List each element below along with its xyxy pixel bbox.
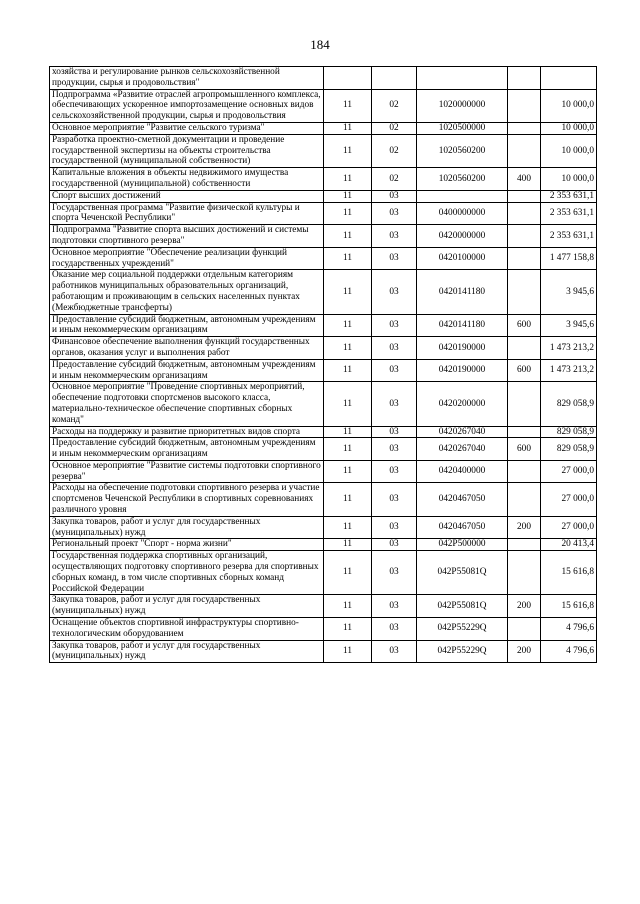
row-section-cell: 11 (324, 270, 372, 314)
row-amount-cell: 829 058,9 (541, 426, 597, 438)
row-target-article-cell: 0420141180 (417, 270, 508, 314)
row-name-cell: Спорт высших достижений (50, 190, 324, 202)
table-row (50, 270, 597, 314)
row-amount-cell: 15 616,8 (541, 551, 597, 595)
row-target-article-cell: 0420000000 (417, 225, 508, 248)
row-subsection-cell: 03 (372, 225, 417, 248)
row-name-cell: Расходы на поддержку и развитие приоритетных видов спорта (50, 426, 324, 438)
row-target-article-cell: 0420400000 (417, 460, 508, 483)
table-row (50, 438, 597, 461)
row-target-article-cell (417, 190, 508, 202)
row-subsection-cell: 03 (372, 247, 417, 270)
row-amount-cell: 829 058,9 (541, 382, 597, 426)
row-section-cell: 11 (324, 247, 372, 270)
budget-table (49, 66, 597, 663)
row-target-article-cell: 0420467050 (417, 483, 508, 516)
row-expense-type-cell (508, 539, 541, 551)
row-name-cell: Государственная программа "Развитие физической культуры и спорта Чеченской Республики" (50, 202, 324, 225)
row-name-cell: Оказание мер социальной поддержки отдельным категориям работников муниципальных образовательных организаций, работающим и проживающим в сельских населенных пунктах (Межбюджетные трансферты) (50, 270, 324, 314)
table-row (50, 337, 597, 360)
table-row (50, 516, 597, 539)
row-expense-type-cell: 600 (508, 359, 541, 382)
row-name-cell: Капитальные вложения в объекты недвижимого имущества государственной (муниципальной) собственности (50, 168, 324, 191)
table-row (50, 202, 597, 225)
row-section-cell: 11 (324, 168, 372, 191)
row-name-cell: Основное мероприятие "Развитие системы подготовки спортивного резерва" (50, 460, 324, 483)
row-subsection-cell (372, 67, 417, 90)
row-section-cell: 11 (324, 190, 372, 202)
row-subsection-cell: 03 (372, 618, 417, 641)
table-row (50, 551, 597, 595)
row-expense-type-cell (508, 337, 541, 360)
row-section-cell: 11 (324, 438, 372, 461)
row-subsection-cell: 02 (372, 134, 417, 167)
row-subsection-cell: 03 (372, 426, 417, 438)
row-amount-cell: 10 000,0 (541, 122, 597, 134)
row-target-article-cell: 042P55081Q (417, 551, 508, 595)
row-expense-type-cell: 200 (508, 640, 541, 663)
row-subsection-cell: 03 (372, 314, 417, 337)
row-subsection-cell: 03 (372, 337, 417, 360)
row-target-article-cell: 042P55229Q (417, 618, 508, 641)
row-name-cell: хозяйства и регулирование рынков сельскохозяйственной продукции, сырья и продовольствия" (50, 67, 324, 90)
table-row (50, 359, 597, 382)
row-target-article-cell: 1020000000 (417, 89, 508, 122)
row-section-cell: 11 (324, 359, 372, 382)
row-subsection-cell: 03 (372, 483, 417, 516)
table-row (50, 595, 597, 618)
row-amount-cell (541, 67, 597, 90)
row-amount-cell: 4 796,6 (541, 640, 597, 663)
row-amount-cell: 4 796,6 (541, 618, 597, 641)
row-expense-type-cell (508, 460, 541, 483)
budget-table-body (50, 67, 597, 663)
row-expense-type-cell (508, 134, 541, 167)
page-number: 184 (310, 37, 330, 52)
table-row (50, 122, 597, 134)
table-row (50, 640, 597, 663)
row-section-cell: 11 (324, 134, 372, 167)
table-row (50, 168, 597, 191)
row-section-cell: 11 (324, 314, 372, 337)
row-subsection-cell: 03 (372, 190, 417, 202)
row-name-cell: Разработка проектно-сметной документации и проведение государственной экспертизы на объекты строительства государственной (муниципальной собственности) (50, 134, 324, 167)
row-amount-cell: 27 000,0 (541, 516, 597, 539)
row-section-cell: 11 (324, 225, 372, 248)
row-expense-type-cell (508, 426, 541, 438)
row-expense-type-cell: 400 (508, 168, 541, 191)
table-row (50, 134, 597, 167)
row-expense-type-cell (508, 382, 541, 426)
row-name-cell: Закупка товаров, работ и услуг для государственных (муниципальных) нужд (50, 516, 324, 539)
table-row (50, 426, 597, 438)
row-amount-cell: 1 473 213,2 (541, 337, 597, 360)
table-row (50, 247, 597, 270)
row-target-article-cell: 0420141180 (417, 314, 508, 337)
row-amount-cell: 3 945,6 (541, 314, 597, 337)
row-name-cell: Расходы на обеспечение подготовки спортивного резерва и участие спортсменов Чеченской Республики в спортивных соревнованиях различного уровня (50, 483, 324, 516)
row-expense-type-cell (508, 89, 541, 122)
row-target-article-cell: 042P55229Q (417, 640, 508, 663)
row-subsection-cell: 02 (372, 89, 417, 122)
table-row (50, 382, 597, 426)
row-subsection-cell: 03 (372, 202, 417, 225)
row-section-cell (324, 67, 372, 90)
row-subsection-cell: 03 (372, 595, 417, 618)
row-expense-type-cell (508, 190, 541, 202)
row-expense-type-cell (508, 202, 541, 225)
row-amount-cell: 1 477 158,8 (541, 247, 597, 270)
row-name-cell: Оснащение объектов спортивной инфраструктуры спортивно-технологическим оборудованием (50, 618, 324, 641)
row-expense-type-cell: 600 (508, 314, 541, 337)
row-expense-type-cell (508, 225, 541, 248)
row-subsection-cell: 03 (372, 539, 417, 551)
row-amount-cell: 27 000,0 (541, 460, 597, 483)
row-section-cell: 11 (324, 122, 372, 134)
row-name-cell: Предоставление субсидий бюджетным, автономным учреждениям и иным некоммерческим организациям (50, 438, 324, 461)
row-amount-cell: 1 473 213,2 (541, 359, 597, 382)
row-section-cell: 11 (324, 460, 372, 483)
row-subsection-cell: 03 (372, 516, 417, 539)
row-target-article-cell (417, 67, 508, 90)
row-expense-type-cell (508, 551, 541, 595)
table-row (50, 190, 597, 202)
row-target-article-cell: 0420190000 (417, 337, 508, 360)
row-expense-type-cell: 200 (508, 516, 541, 539)
row-subsection-cell: 03 (372, 640, 417, 663)
row-expense-type-cell (508, 618, 541, 641)
row-name-cell: Предоставление субсидий бюджетным, автономным учреждениям и иным некоммерческим организациям (50, 359, 324, 382)
row-target-article-cell: 0400000000 (417, 202, 508, 225)
row-target-article-cell: 042P55081Q (417, 595, 508, 618)
table-row (50, 460, 597, 483)
row-amount-cell: 10 000,0 (541, 168, 597, 191)
row-name-cell: Подпрограмма "Развитие спорта высших достижений и системы подготовки спортивного резерва" (50, 225, 324, 248)
row-target-article-cell: 1020500000 (417, 122, 508, 134)
row-subsection-cell: 03 (372, 551, 417, 595)
row-subsection-cell: 02 (372, 122, 417, 134)
table-row (50, 314, 597, 337)
row-name-cell: Государственная поддержка спортивных организаций, осуществляющих подготовку спортивного резерва для спортивных сборных команд, в том числе спортивных сборных команд Российской Федерации (50, 551, 324, 595)
row-name-cell: Основное мероприятие "Обеспечение реализации функций государственных учреждений" (50, 247, 324, 270)
row-amount-cell: 2 353 631,1 (541, 225, 597, 248)
row-section-cell: 11 (324, 539, 372, 551)
row-name-cell: Финансовое обеспечение выполнения функций государственных органов, оказания услуг и выполнения работ (50, 337, 324, 360)
row-target-article-cell: 1020560200 (417, 134, 508, 167)
row-subsection-cell: 03 (372, 382, 417, 426)
row-section-cell: 11 (324, 426, 372, 438)
row-amount-cell: 27 000,0 (541, 483, 597, 516)
row-target-article-cell: 0420100000 (417, 247, 508, 270)
row-amount-cell: 2 353 631,1 (541, 190, 597, 202)
row-amount-cell: 20 413,4 (541, 539, 597, 551)
row-target-article-cell: 0420267040 (417, 438, 508, 461)
row-expense-type-cell: 600 (508, 438, 541, 461)
row-name-cell: Предоставление субсидий бюджетным, автономным учреждениям и иным некоммерческим организациям (50, 314, 324, 337)
row-subsection-cell: 02 (372, 168, 417, 191)
row-subsection-cell: 03 (372, 438, 417, 461)
table-row (50, 67, 597, 90)
row-section-cell: 11 (324, 382, 372, 426)
row-amount-cell: 10 000,0 (541, 89, 597, 122)
row-name-cell: Закупка товаров, работ и услуг для государственных (муниципальных) нужд (50, 640, 324, 663)
row-section-cell: 11 (324, 89, 372, 122)
row-section-cell: 11 (324, 202, 372, 225)
row-amount-cell: 829 058,9 (541, 438, 597, 461)
row-section-cell: 11 (324, 483, 372, 516)
row-name-cell: Закупка товаров, работ и услуг для государственных (муниципальных) нужд (50, 595, 324, 618)
row-subsection-cell: 03 (372, 359, 417, 382)
row-expense-type-cell (508, 122, 541, 134)
row-expense-type-cell (508, 247, 541, 270)
row-section-cell: 11 (324, 640, 372, 663)
row-name-cell: Основное мероприятие "Развитие сельского туризма" (50, 122, 324, 134)
row-section-cell: 11 (324, 595, 372, 618)
row-name-cell: Региональный проект "Спорт - норма жизни" (50, 539, 324, 551)
row-subsection-cell: 03 (372, 270, 417, 314)
row-section-cell: 11 (324, 618, 372, 641)
row-amount-cell: 2 353 631,1 (541, 202, 597, 225)
row-section-cell: 11 (324, 551, 372, 595)
row-amount-cell: 15 616,8 (541, 595, 597, 618)
row-target-article-cell: 0420267040 (417, 426, 508, 438)
row-name-cell: Основное мероприятие "Проведение спортивных мероприятий, обеспечение подготовки спортсменов высокого класса, материально-техническое обеспечение спортивных сборных команд" (50, 382, 324, 426)
row-expense-type-cell (508, 270, 541, 314)
row-target-article-cell: 0420467050 (417, 516, 508, 539)
row-expense-type-cell (508, 67, 541, 90)
row-target-article-cell: 0420200000 (417, 382, 508, 426)
table-row (50, 618, 597, 641)
row-amount-cell: 10 000,0 (541, 134, 597, 167)
table-row (50, 89, 597, 122)
row-target-article-cell: 042P500000 (417, 539, 508, 551)
row-expense-type-cell (508, 483, 541, 516)
row-target-article-cell: 0420190000 (417, 359, 508, 382)
row-section-cell: 11 (324, 337, 372, 360)
row-subsection-cell: 03 (372, 460, 417, 483)
row-amount-cell: 3 945,6 (541, 270, 597, 314)
table-row (50, 225, 597, 248)
row-section-cell: 11 (324, 516, 372, 539)
row-target-article-cell: 1020560200 (417, 168, 508, 191)
row-expense-type-cell: 200 (508, 595, 541, 618)
table-row (50, 539, 597, 551)
row-name-cell: Подпрограмма «Развитие отраслей агропромышленного комплекса, обеспечивающих ускоренное импортозамещение основных видов сельскохозяйственной продукции, сырья и продовольствия (50, 89, 324, 122)
table-row (50, 483, 597, 516)
